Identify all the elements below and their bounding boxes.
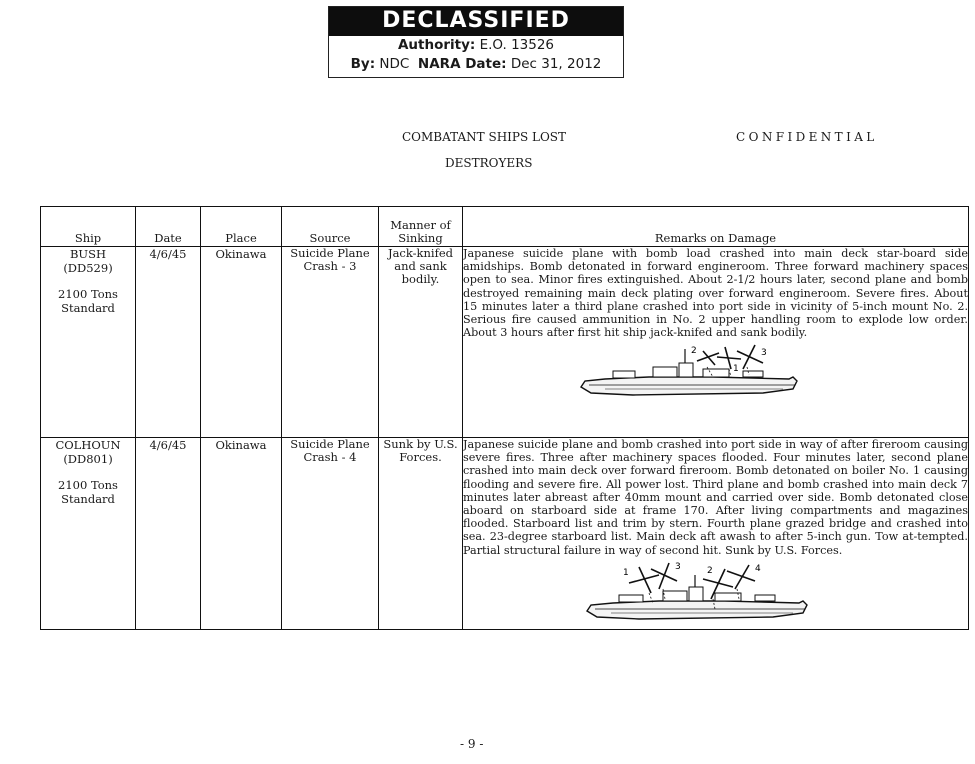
column-header-source: Source [282,207,379,247]
page-title: COMBATANT SHIPS LOST [402,130,567,144]
stamp-by-label: By: [350,56,376,72]
stamp-nara-label: NARA Date: [417,56,507,72]
date-cell: 4/6/45 [136,438,201,630]
ship-cell [41,247,136,438]
stamp-by-line [329,55,623,74]
source-cell [282,247,379,438]
page-number: - 9 - [460,737,484,751]
ship-damage-sketch [463,559,957,629]
declassified-stamp [328,6,624,78]
remarks-cell [463,247,969,438]
ship-damage-sketch [463,341,957,407]
remarks-text: Japanese suicide plane with bomb load crashed into main deck star-board side amidships. Bomb detonated in forward engineroom. Three forward machinery spaces open to sea. Minor fires extinguished. About 2-1/2 hours later, second plane and bomb destroyed remaining main deck plating over forward engineroom. Severe fires. About 15 minutes later a third plane crashed into port side in vicinity of 5-inch mount No. 2. Serious fire caused ammunition in No. 2 upper handling room to explode low order. About 3 hours after first hit ship jack-knifed and sank bodily. [463,247,968,340]
ship-cell [41,438,136,630]
manner-line: Jack-knifed [387,246,454,260]
sketch-label: 2 [707,565,713,576]
manner-line: and sank [394,259,447,273]
ship-tonnage: 2100 Tons [58,287,118,301]
table-header-row [41,207,969,247]
sketch-label: 3 [675,561,681,572]
stamp-authority [329,36,623,55]
ship-hull-number: (DD529) [63,261,113,275]
table-row [41,247,969,438]
place-cell: Okinawa [201,247,282,438]
sketch-label: 1 [623,567,629,578]
stamp-authority-label: Authority: [397,37,476,53]
table-row [41,438,969,630]
stamp-authority-value: E.O. 13526 [479,37,555,53]
ship-tonnage-type: Standard [61,301,115,315]
manner-cell [379,438,463,630]
ship-tonnage-type: Standard [61,492,115,506]
remarks-text: Japanese suicide plane and bomb crashed into port side in way of after fireroom causing severe fires. Three after machinery spaces flooded. Four minutes later, second plane crashed into main deck over forward fireroom. Bomb detonated on boiler No. 1 causing flooding and severe fire. All power lost. Third plane and bomb crashed into main deck 7 minutes later abreast after 40mm mount and carried over side. Bomb detonated close aboard on starboard side at frame 170. After living compartments and magazines flooded. Starboard list and trim by stern. Fourth plane grazed bridge and crashed into sea. 23-degree starboard list. Main deck aft awash to after 5-inch gun. Tow at-tempted. Partial structural failure in way of second hit. Sunk by U.S. Forces. [463,438,968,557]
ship-name: COLHOUN [55,438,121,452]
sketch-label: 3 [761,348,767,359]
stamp-nara-value: Dec 31, 2012 [510,56,602,72]
manner-line: bodily. [401,272,440,286]
ship-hull-number: (DD801) [63,452,113,466]
column-header-date: Date [136,207,201,247]
stamp-by-value: NDC [379,56,410,72]
date-cell: 4/6/45 [136,247,201,438]
column-header-remarks: Remarks on Damage [463,207,969,247]
ship-name: BUSH [69,247,107,261]
place-cell: Okinawa [201,438,282,630]
column-header-ship: Ship [41,207,136,247]
classification-label: CONFIDENTIAL [736,130,878,144]
manner-line: Sunk by U.S. [383,437,458,451]
column-header-place: Place [201,207,282,247]
ships-lost-table [40,206,969,630]
ship-tonnage: 2100 Tons [58,478,118,492]
manner-cell [379,247,463,438]
source-line: Crash - 3 [303,259,357,273]
column-header-manner: Manner of Sinking [379,207,463,247]
source-line: Suicide Plane [290,246,370,260]
source-cell [282,438,379,630]
sketch-label: 1 [733,364,739,375]
sketch-label: 2 [691,346,697,357]
manner-line: Forces. [399,450,442,464]
sketch-label: 4 [755,563,761,574]
remarks-cell [463,438,969,630]
source-line: Crash - 4 [303,450,357,464]
page-subtitle: DESTROYERS [445,156,533,170]
source-line: Suicide Plane [290,437,370,451]
stamp-heading: DECLASSIFIED [329,7,623,36]
